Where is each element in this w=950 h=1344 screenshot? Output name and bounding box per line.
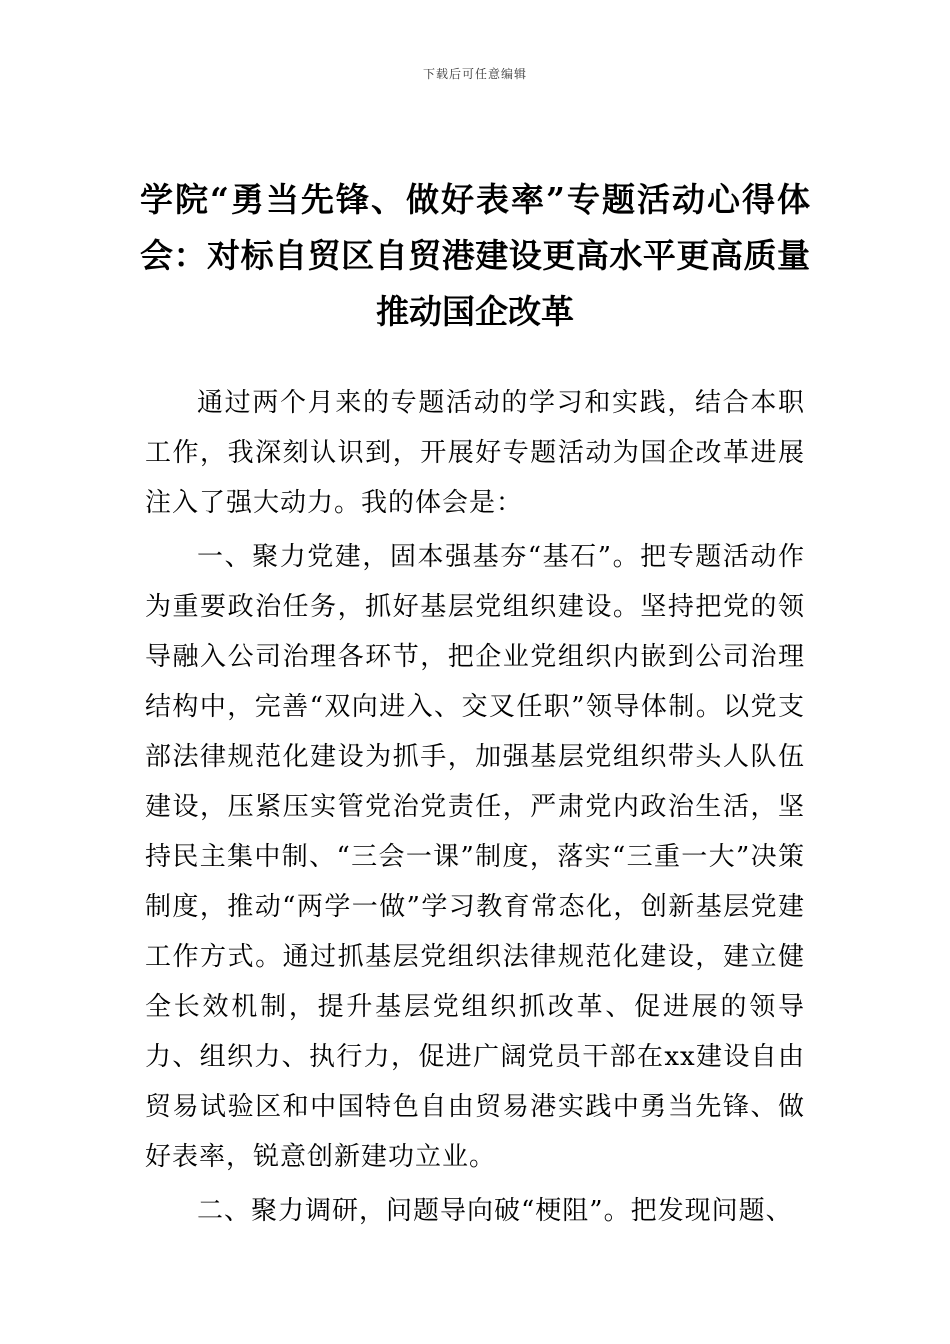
paragraph-intro: 通过两个月来的专题活动的学习和实践，结合本职工作，我深刻认识到，开展好专题活动为国企改革进展注入了强大动力。我的体会是： bbox=[145, 388, 805, 518]
document-title: 学院“勇当先锋、做好表率”专题活动心得体会：对标自贸区自贸港建设更高水平更高质量推动国企改革 bbox=[140, 180, 810, 331]
header-note: 下载后可任意编辑 bbox=[422, 67, 527, 81]
paragraph-section-1: 一、聚力党建，固本强基夯“基石”。把专题活动作为重要政治任务，抓好基层党组织建设。坚持把党的领导融入公司治理各环节，把企业党组织内嵌到公司治理结构中，完善“双向进入、交叉任职”领导体制。以党支部法律规范化建设为抓手，加强基层党组织带头人队伍建设，压紧压实管党治党责任，严肃党内政治生活，坚持民主集中制、“三会一课”制度，落实“三重一大”决策制度，推动“两学一做”学习教育常态化，创新基层党建工作方式。通过抓基层党组织法律规范化建设，建立健全长效机制，提升基层党组织抓改革、促进展的领导力、组织力、执行力，促进广阔党员干部在xx建设自由贸易试验区和中国特色自由贸易港实践中勇当先锋、做好表率，锐意创新建功立业。 bbox=[145, 542, 805, 1172]
document-body bbox=[145, 378, 805, 1240]
paragraph-section-2: 二、聚力调研，问题导向破“梗阻”。把发现问题、 bbox=[197, 1196, 793, 1226]
